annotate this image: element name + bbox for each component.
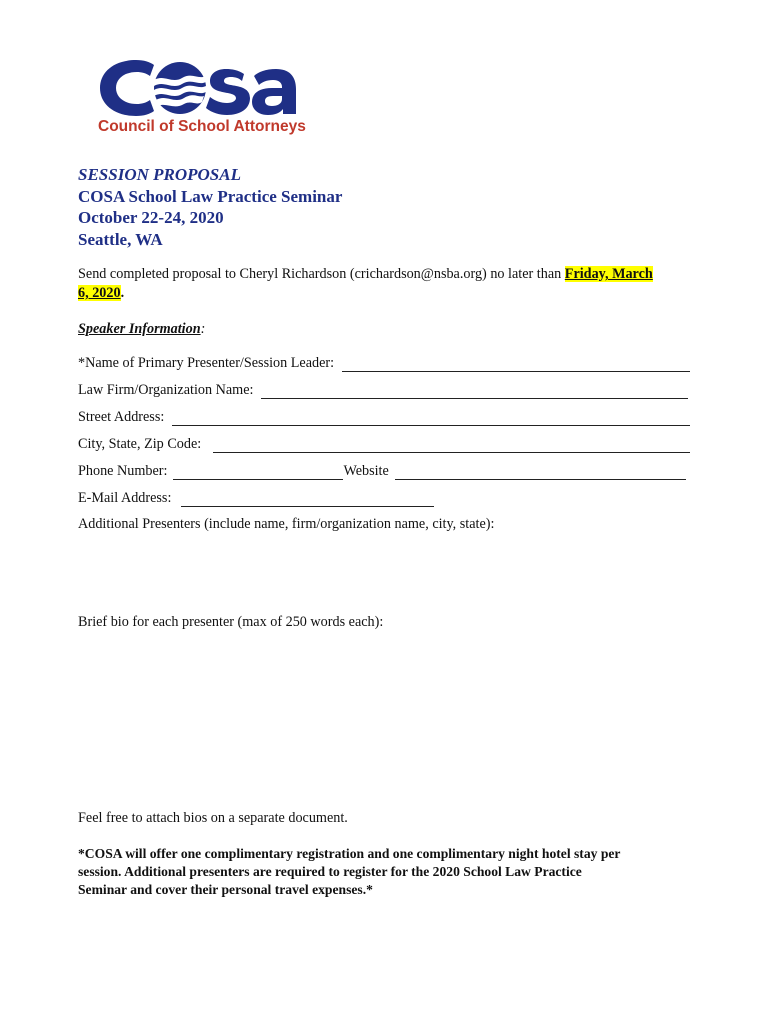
primary-presenter-label: *Name of Primary Presenter/Session Leader: [78,355,335,371]
seminar-name: COSA School Law Practice Seminar [78,186,343,206]
street-address-field [78,408,690,426]
primary-presenter-field [78,354,690,372]
city-state-zip-label: City, State, Zip Code: [78,436,202,452]
website-input[interactable] [395,465,686,480]
section-colon: : [200,321,206,337]
city-state-zip-field [78,435,690,453]
primary-presenter-input[interactable] [342,357,690,372]
brief-bio-label: Brief bio for each presenter (max of 250 words each): [78,614,384,630]
street-address-label: Street Address: [78,409,165,425]
phone-website-field [78,462,690,480]
deadline-period: . [120,285,125,301]
attach-bios-note: Feel free to attach bios on a separate document. [78,810,348,826]
cosa-wordmark [96,54,312,118]
deadline-highlight-1: Friday, March [564,266,653,282]
email-field [78,489,690,507]
complimentary-note-line-2: session. Additional presenters are required to register for the 2020 School Law Practice [78,864,582,879]
email-input[interactable] [181,492,434,507]
law-firm-input[interactable] [261,384,688,399]
city-state-zip-input[interactable] [213,438,690,453]
seminar-dates: October 22-24, 2020 [78,208,224,227]
wave-o-icon [154,62,206,114]
seminar-location: Seattle, WA [78,229,163,249]
cosa-logo [96,54,316,140]
law-firm-label: Law Firm/Organization Name: [78,382,254,398]
street-address-input[interactable] [172,411,690,426]
complimentary-note-line-1: *COSA will offer one complimentary registration and one complimentary night hotel stay per [78,846,621,861]
law-firm-field [78,381,690,399]
logo-subtitle: Council of School Attorneys [98,118,306,135]
website-label: Website [343,463,389,479]
instructions-line-2 [78,284,124,302]
deadline-highlight-2: 6, 2020 [78,285,121,301]
email-label: E-Mail Address: [78,490,172,506]
proposal-heading [78,164,342,250]
phone-label: Phone Number: [78,463,168,479]
page-title: SESSION PROPOSAL [78,165,241,184]
complimentary-note [78,845,698,899]
additional-presenters-label: Additional Presenters (include name, firm/organization name, city, state): [78,516,495,532]
phone-input[interactable] [173,465,343,480]
section-label: Speaker Information [78,321,201,337]
complimentary-note-line-3: Seminar and cover their personal travel expenses.* [78,882,373,897]
instructions-text: Send completed proposal to Cheryl Richardson (crichardson@nsba.org) no later than [78,266,565,282]
instructions-line-1 [78,265,653,283]
speaker-information-label [78,320,205,338]
